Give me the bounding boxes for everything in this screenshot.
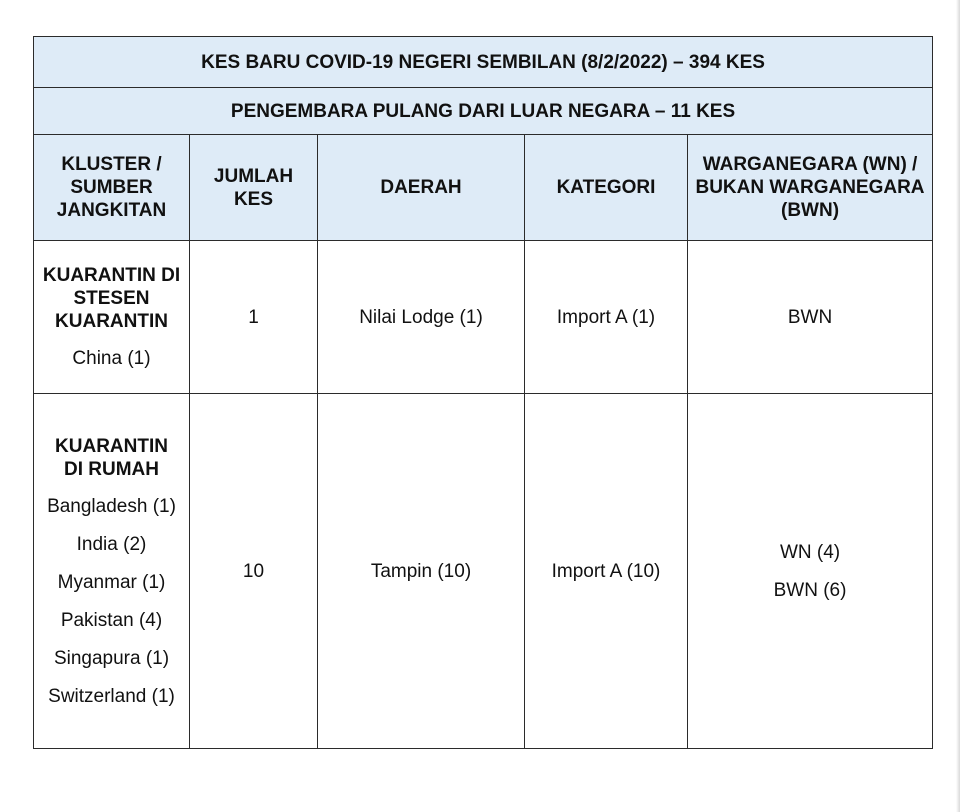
wn-value: WN (4) [779, 541, 841, 563]
table-row [34, 241, 933, 394]
table-subtitle: PENGEMBARA PULANG DARI LUAR NEGARA – 11 KES [34, 88, 933, 135]
wn-cell [688, 394, 933, 749]
kategori-cell: Import A (1) [525, 241, 688, 394]
cluster-cell [34, 241, 190, 394]
title-row [34, 37, 933, 88]
source-item: Pakistan (4) [60, 609, 163, 631]
column-header-kategori: KATEGORI [525, 135, 688, 241]
column-header-daerah: DAERAH [318, 135, 525, 241]
cluster-title: KUARANTIN DI RUMAH [55, 435, 168, 480]
covid-cases-table [33, 36, 933, 749]
page-edge-shadow [956, 0, 960, 812]
wn-value: BWN (6) [773, 579, 847, 601]
cluster-cell [34, 394, 190, 749]
jumlah-cell: 10 [190, 394, 318, 749]
wn-value: BWN [787, 306, 833, 328]
wn-cell [688, 241, 933, 394]
subtitle-row [34, 88, 933, 135]
kategori-cell: Import A (10) [525, 394, 688, 749]
column-header-wn: WARGANEGARA (WN) / BUKAN WARGANEGARA (BWN) [688, 135, 933, 241]
source-item: Switzerland (1) [48, 685, 175, 707]
daerah-cell: Tampin (10) [318, 394, 525, 749]
column-header-cluster: KLUSTER / SUMBER JANGKITAN [34, 135, 190, 241]
source-item: Myanmar (1) [57, 571, 166, 593]
source-item: Bangladesh (1) [47, 495, 176, 517]
table-row [34, 394, 933, 749]
daerah-cell: Nilai Lodge (1) [318, 241, 525, 394]
table-title: KES BARU COVID-19 NEGERI SEMBILAN (8/2/2022) – 394 KES [34, 37, 933, 88]
column-header-row [34, 135, 933, 241]
source-item: India (2) [76, 533, 147, 555]
column-header-jumlah: JUMLAH KES [190, 135, 318, 241]
cluster-title: KUARANTIN DI STESEN KUARANTIN [42, 265, 181, 332]
source-item: Singapura (1) [53, 647, 170, 669]
jumlah-cell: 1 [190, 241, 318, 394]
source-item: China (1) [72, 348, 151, 369]
